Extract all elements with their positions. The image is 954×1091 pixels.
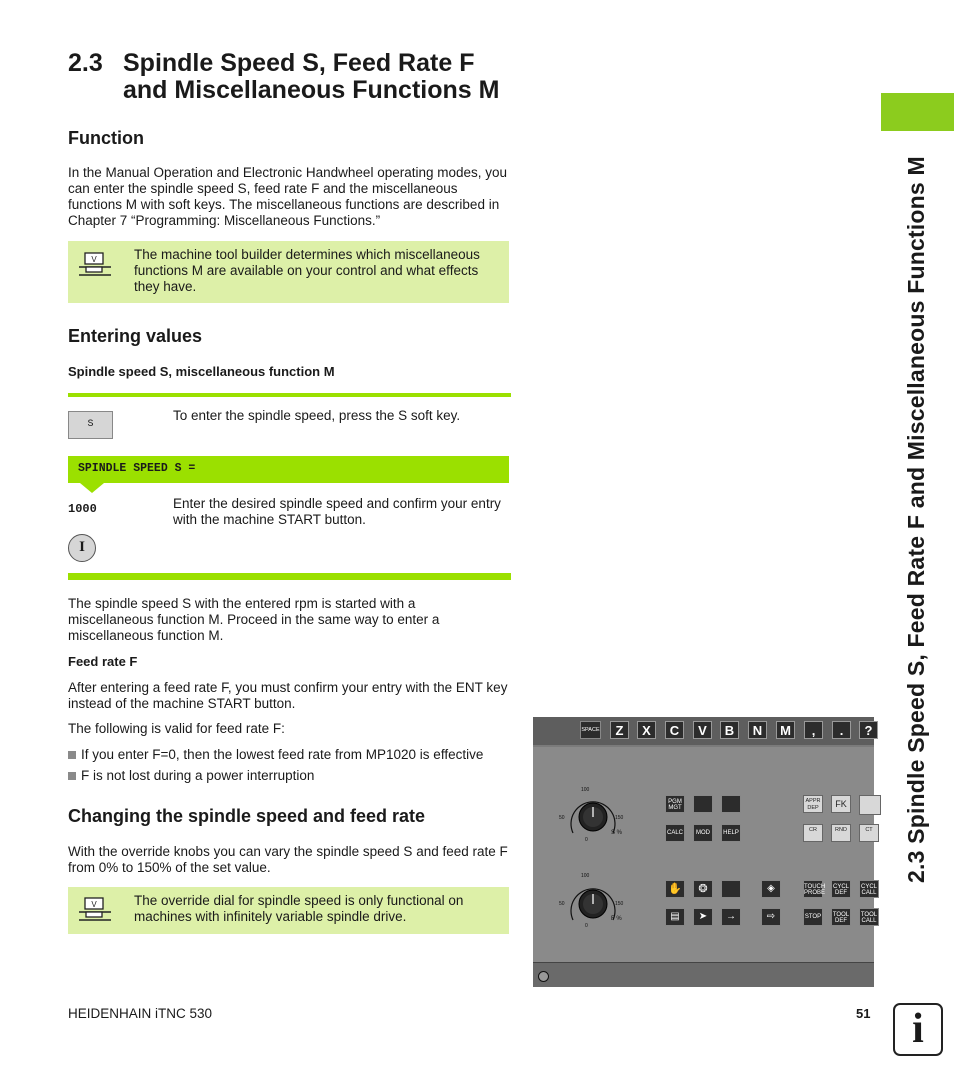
calc-key[interactable]: CALC xyxy=(665,824,685,842)
footer-product: HEIDENHAIN iTNC 530 xyxy=(68,1006,213,1021)
info-icon-letter: i xyxy=(912,1006,924,1052)
help-key[interactable]: HELP xyxy=(721,824,741,842)
note-box-1 xyxy=(68,241,509,303)
feed-rate-heading: Feed rate F xyxy=(68,654,138,669)
ct-key[interactable]: CT xyxy=(859,824,879,842)
prompt-arrow xyxy=(80,483,104,493)
touch-probe-key[interactable]: TOUCH PROBE xyxy=(803,880,823,898)
page-title-line1: Spindle Speed S, Feed Rate F xyxy=(123,49,475,77)
arrow-right-icon[interactable]: → xyxy=(721,908,741,926)
spindle-subheading: Spindle speed S, miscellaneous function M xyxy=(68,364,335,379)
screw-icon xyxy=(538,971,549,982)
dial2-right-label: 150 xyxy=(615,901,624,907)
letter-key[interactable]: . xyxy=(832,721,851,739)
sidebar-vertical-title: 2.3 Spindle Speed S, Feed Rate F and Miscellaneous Functions M xyxy=(903,156,929,883)
mod-key[interactable]: MOD xyxy=(693,824,713,842)
svg-text:V: V xyxy=(91,900,97,909)
note-text-2: The override dial for spindle speed is only functional on machines with infinitely variable spindle drive. xyxy=(134,893,464,924)
appr-dep-key[interactable]: APPR DEP xyxy=(803,795,823,813)
dial2-bottom-label: 0 xyxy=(585,923,588,929)
green-rule-top xyxy=(68,393,511,397)
letter-key[interactable]: X xyxy=(637,721,656,739)
cr-key[interactable]: CR xyxy=(803,824,823,842)
single-block-icon[interactable]: ➤ xyxy=(693,908,713,926)
cycl-def-key[interactable]: CYCL DEF xyxy=(831,880,851,898)
valid-text: The following is valid for feed rate F: xyxy=(68,721,285,736)
feed-override-dial[interactable] xyxy=(553,872,653,937)
letter-key[interactable]: C xyxy=(665,721,684,739)
changing-heading: Changing the spindle speed and feed rate xyxy=(68,806,426,826)
rnd-key[interactable]: RND xyxy=(831,824,851,842)
green-rule-bottom xyxy=(68,573,511,580)
dial2-caption: F % xyxy=(611,916,622,922)
page-title-line2: and Miscellaneous Functions M xyxy=(123,76,500,104)
value-instruction: Enter the desired spindle speed and confirm your entry with the machine START button. xyxy=(173,496,501,527)
letter-key[interactable]: ? xyxy=(859,721,878,739)
svg-text:V: V xyxy=(91,255,97,264)
bullet-item xyxy=(68,768,518,784)
control-panel-photo xyxy=(533,717,878,986)
dialog-prompt: SPINDLE SPEED S = xyxy=(78,462,196,475)
bullet-text: If you enter F=0, then the lowest feed rate from MP1020 is effective xyxy=(81,747,484,762)
page-number: 51 xyxy=(856,1006,871,1021)
bullet-icon xyxy=(68,772,76,780)
spindle-value: 1000 xyxy=(68,502,97,516)
letter-key[interactable]: B xyxy=(720,721,739,739)
note-text-1: The machine tool builder determines which miscellaneous functions M are available on your control and what effects they have. xyxy=(134,247,480,294)
function-heading: Function xyxy=(68,128,144,148)
softkey-instruction: To enter the spindle speed, press the S soft key. xyxy=(173,408,461,423)
blank-key[interactable] xyxy=(721,880,741,898)
dial1-left-label: 50 xyxy=(559,815,565,821)
dialog-prompt-bar xyxy=(68,456,509,483)
s-softkey[interactable]: S xyxy=(68,411,113,439)
feed-rate-paragraph: After entering a feed rate F, you must confirm your entry with the ENT key instead of the machine START button. xyxy=(68,680,508,711)
section-number: 2.3 xyxy=(68,49,103,77)
panel-bottom-strip xyxy=(533,962,874,987)
fk-key[interactable]: FK xyxy=(831,795,851,813)
blank-key[interactable] xyxy=(721,795,741,813)
bullet-text: F is not lost during a power interruption xyxy=(81,768,315,783)
dial2-left-label: 50 xyxy=(559,901,565,907)
program-run-icon[interactable]: ▤ xyxy=(665,908,685,926)
dial1-caption: S % xyxy=(611,830,623,836)
letter-key[interactable]: , xyxy=(804,721,823,739)
wheel-icon[interactable]: ❂ xyxy=(693,880,713,898)
dial1-top-label: 100 xyxy=(581,787,590,793)
pgm-mgt-key[interactable]: PGM MGT xyxy=(665,795,685,813)
stop-key[interactable]: STOP xyxy=(803,908,823,926)
tool-def-key[interactable]: TOOL DEF xyxy=(831,908,851,926)
test-run-icon[interactable]: ⇨ xyxy=(761,908,781,926)
positioning-icon[interactable]: ◈ xyxy=(761,880,781,898)
blank-key[interactable] xyxy=(693,795,713,813)
after-paragraph: The spindle speed S with the entered rpm is started with a miscellaneous function M. Proceed in the same way to enter a miscellaneous function M. xyxy=(68,596,440,643)
dial1-bottom-label: 0 xyxy=(585,837,588,843)
hand-icon[interactable]: ✋ xyxy=(665,880,685,898)
bullet-icon xyxy=(68,751,76,759)
dial2-top-label: 100 xyxy=(581,873,590,879)
letter-key[interactable]: V xyxy=(693,721,712,739)
function-paragraph: In the Manual Operation and Electronic Handwheel operating modes, you can enter the spindle speed S, feed rate F and the miscellaneous functions M with soft keys. The miscellaneous functions are described in Chapter 7 “Programming: Miscellaneous Functions.” xyxy=(68,165,508,228)
bullet-item xyxy=(68,747,518,763)
tool-call-key[interactable]: TOOL CALL xyxy=(859,908,879,926)
letter-key[interactable]: Z xyxy=(610,721,629,739)
info-icon xyxy=(893,1003,943,1056)
cycl-call-key[interactable]: CYCL CALL xyxy=(859,880,879,898)
space-key[interactable]: SPACE xyxy=(580,721,601,739)
letter-key[interactable]: N xyxy=(748,721,767,739)
spindle-override-dial[interactable] xyxy=(553,785,653,850)
letter-key[interactable]: M xyxy=(776,721,795,739)
machine-start-key[interactable]: I xyxy=(68,534,96,562)
dial1-right-label: 150 xyxy=(615,815,624,821)
changing-paragraph: With the override knobs you can vary the spindle speed S and feed rate F from 0% to 150% of the set value. xyxy=(68,844,508,875)
entering-values-heading: Entering values xyxy=(68,326,203,346)
note-box-2 xyxy=(68,887,509,934)
machine-builder-icon xyxy=(78,896,112,926)
grey-key[interactable] xyxy=(859,795,881,815)
machine-builder-icon xyxy=(78,251,112,281)
